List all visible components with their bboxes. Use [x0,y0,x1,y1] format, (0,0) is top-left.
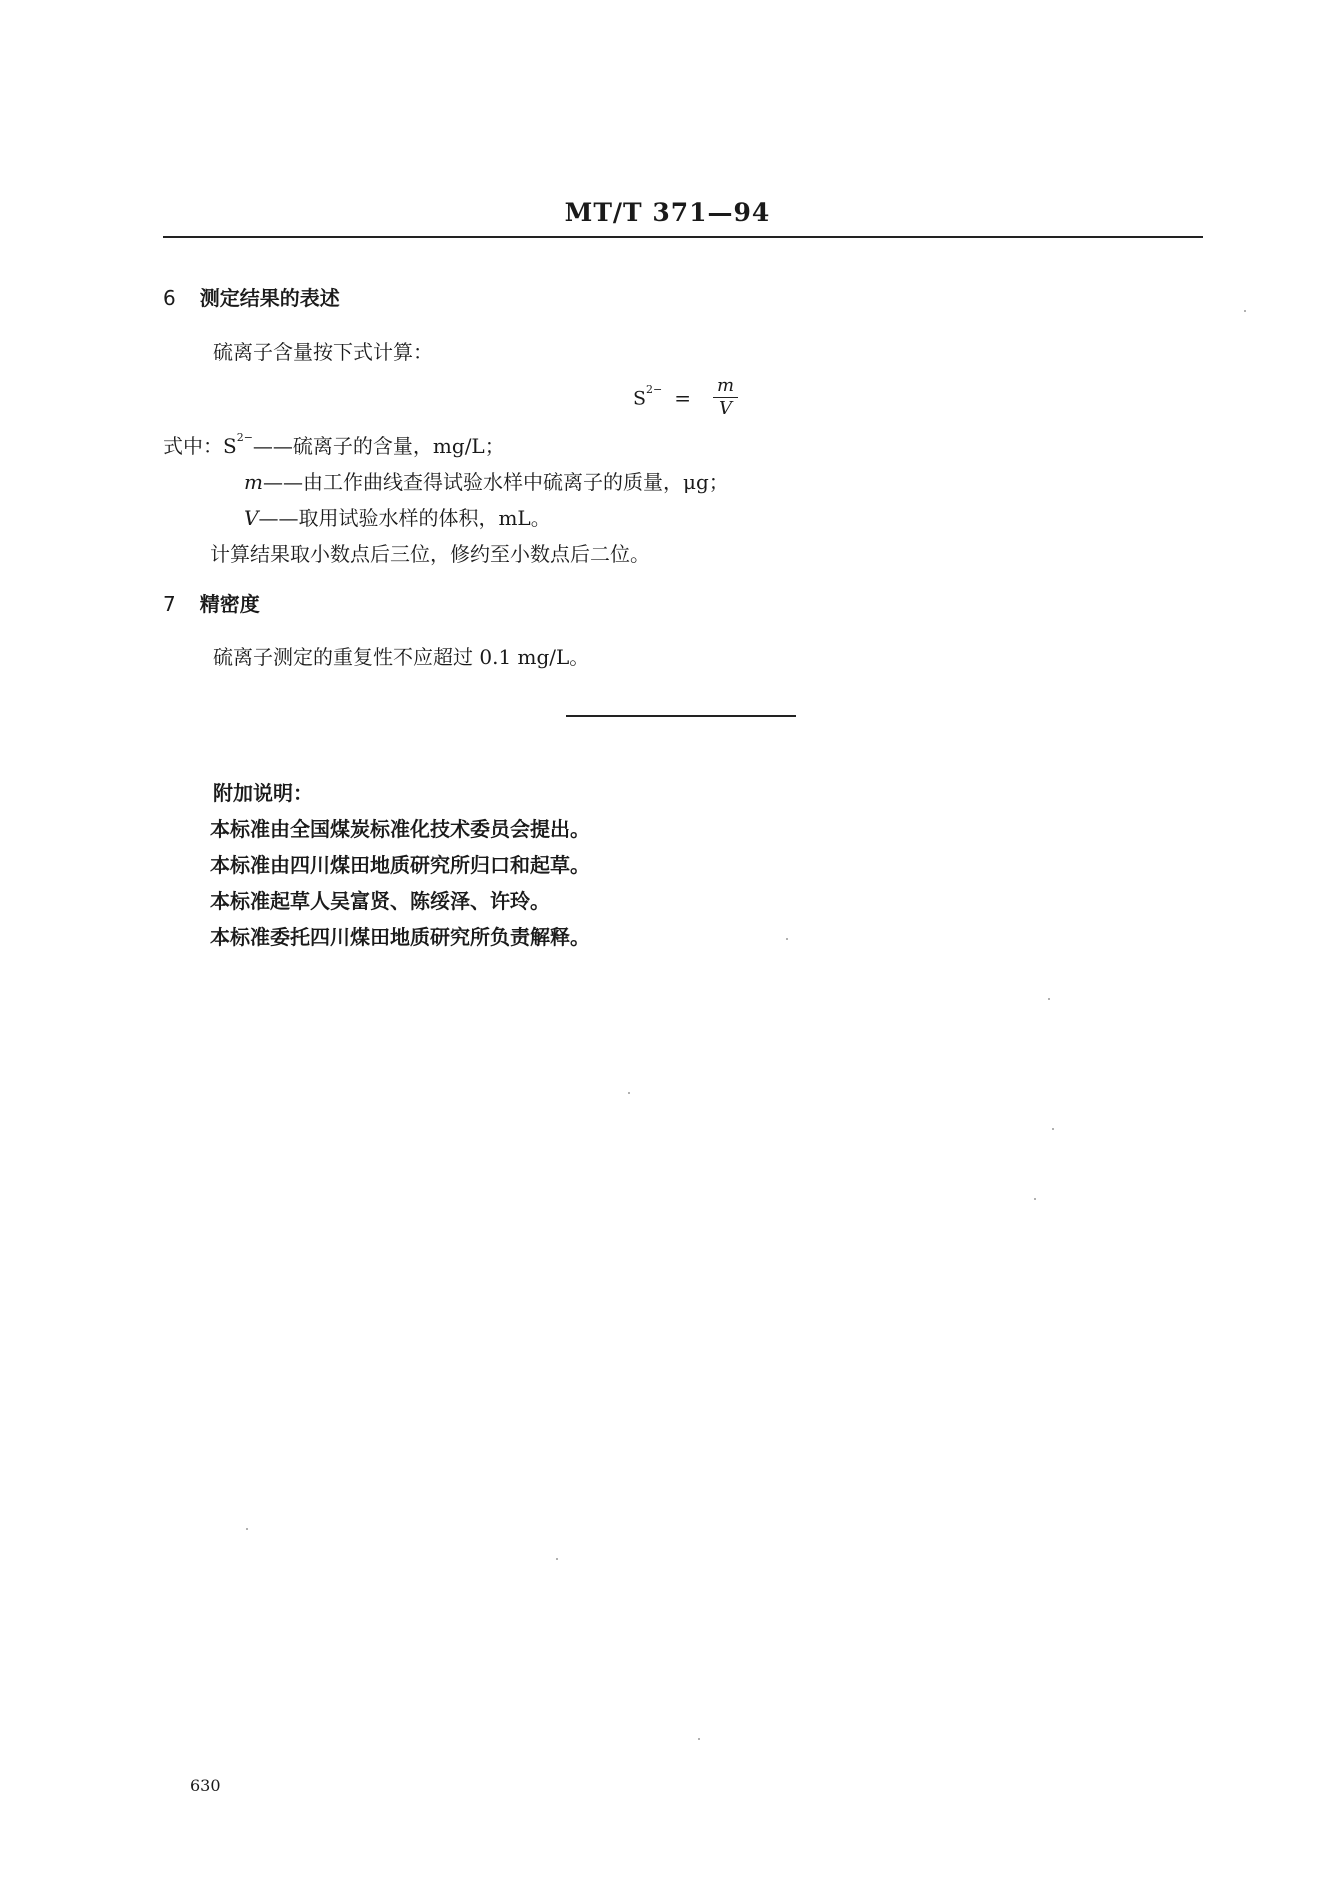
section-6-title: 测定结果的表述 [199,286,340,310]
section-6-number: 6 [163,286,176,310]
definition-dash: —— [258,506,299,530]
sulfide-formula [633,376,738,420]
where-label: 式中： [163,434,223,458]
section-7-text: 硫离子测定的重复性不应超过 0.1 mg/L。 [213,645,590,669]
definition-text: 由工作曲线查得试验水样中硫离子的质量，μg； [302,470,729,494]
definition-symbol-sup: 2− [236,431,253,445]
rounding-note: 计算结果取小数点后三位，修约至小数点后二位。 [210,542,650,566]
header-rule [163,236,1203,238]
section-7-heading [163,588,260,617]
section-6-heading [163,282,340,311]
scan-speck [1034,1198,1036,1200]
notes-line: 本标准由全国煤炭标准化技术委员会提出。 [210,817,590,841]
definition-dash: —— [262,470,303,494]
definition-text: 取用试验水样的体积，mL。 [298,506,551,530]
scan-speck [1048,998,1050,1000]
section-separator [566,715,796,717]
formula-denominator: V [719,398,733,419]
scan-speck [556,1558,558,1560]
notes-title: 附加说明： [213,781,313,805]
section-7-title: 精密度 [199,592,260,616]
definition-symbol: V [244,506,259,530]
section-7-number: 7 [163,592,176,616]
definition-symbol: m [244,470,263,494]
standard-code: MT/T 371—94 [564,198,771,227]
definition-row-1 [163,430,505,459]
scan-speck [786,938,788,940]
definition-text: 硫离子的含量，mg/L； [292,434,505,458]
page-number: 630 [190,1776,221,1795]
definition-row-3 [244,502,551,531]
definition-row-2 [244,466,729,495]
notes-line: 本标准由四川煤田地质研究所归口和起草。 [210,853,590,877]
scan-speck [1052,1128,1054,1130]
section-6-intro: 硫离子含量按下式计算： [213,340,433,364]
notes-line: 本标准委托四川煤田地质研究所负责解释。 [210,925,590,949]
definition-symbol: S [223,434,237,458]
scan-speck [1244,310,1246,312]
formula-fraction [713,376,738,420]
definition-dash: —— [252,434,293,458]
formula-numerator: m [713,376,738,398]
notes-line: 本标准起草人吴富贤、陈绥泽、许玲。 [210,889,550,913]
scan-speck [246,1528,248,1530]
formula-equals: = [674,386,692,410]
scan-speck [698,1738,700,1740]
formula-lhs: $S^{2-}$ [633,382,663,410]
scan-speck [628,1092,630,1094]
